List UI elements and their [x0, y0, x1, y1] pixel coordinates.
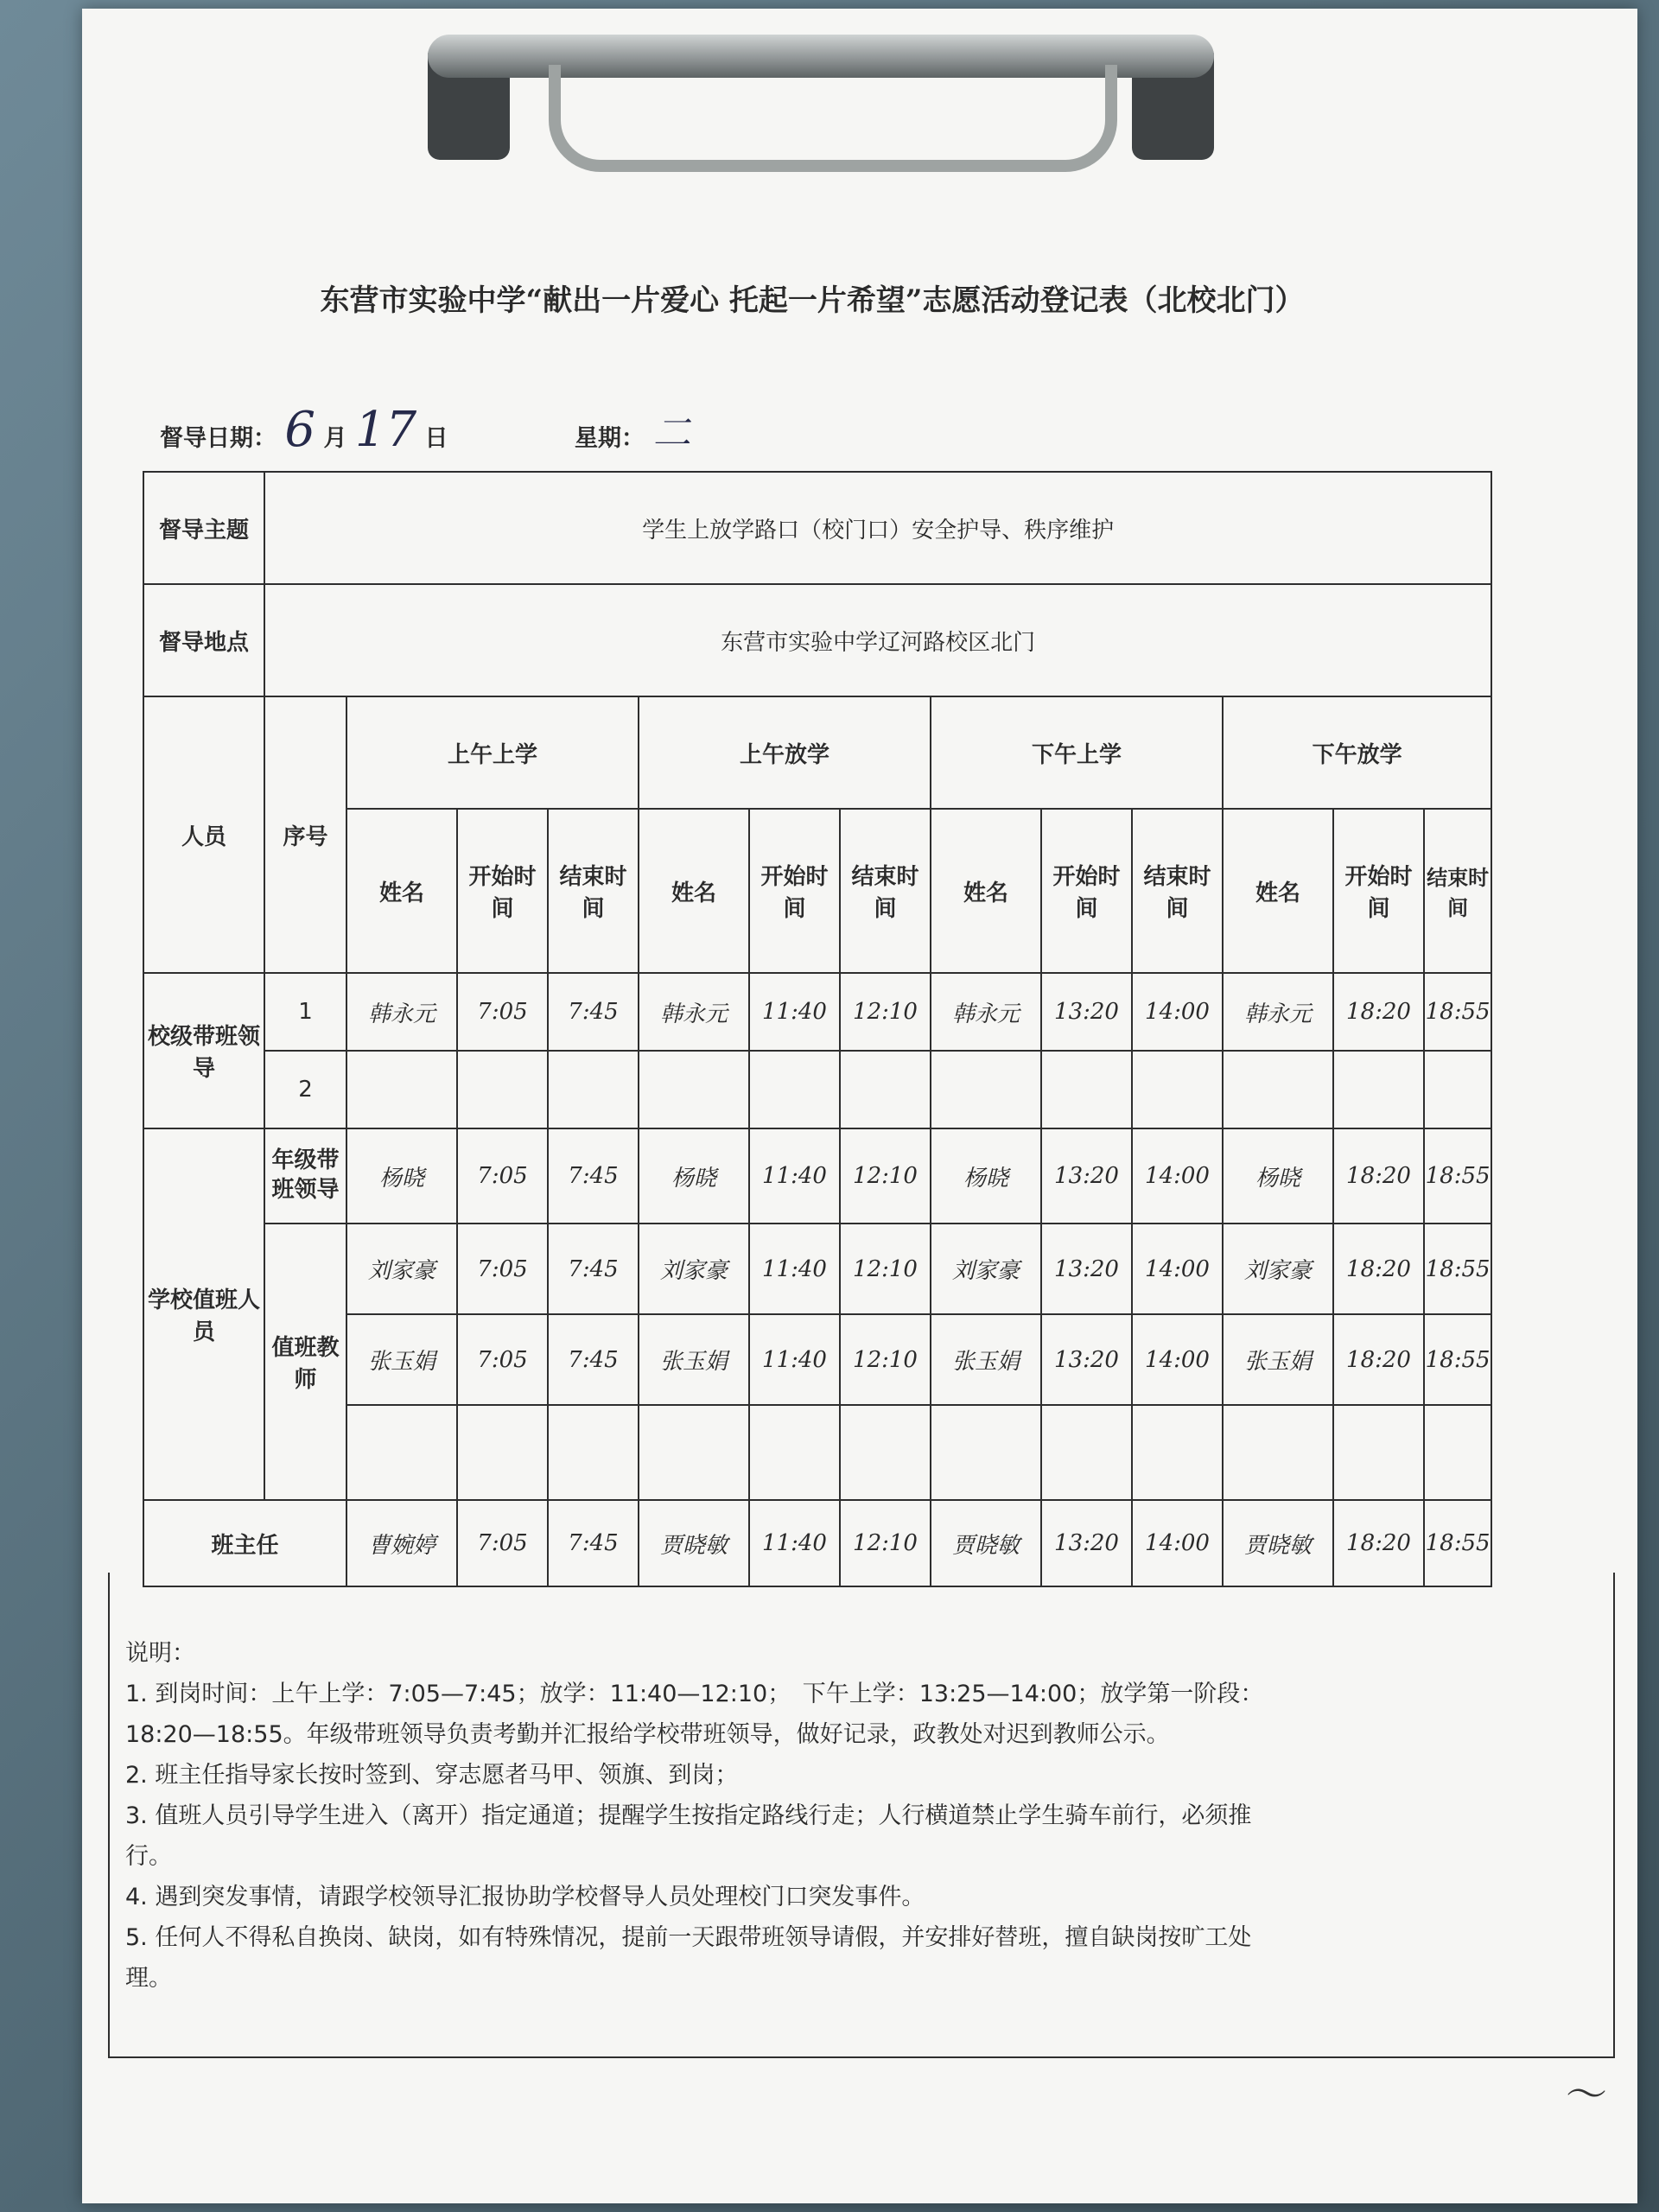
- clipboard-clip: [428, 17, 1214, 160]
- leader-row-2: [143, 1051, 1491, 1128]
- cell: 7:05: [457, 1500, 548, 1586]
- seq-2: 2: [264, 1051, 346, 1128]
- cell: 杨晓: [1223, 1128, 1333, 1224]
- duty-teacher-row-3: [143, 1405, 1491, 1500]
- cell: 刘家豪: [639, 1224, 749, 1314]
- cell: 韩永元: [1223, 973, 1333, 1051]
- cell: [639, 1405, 749, 1500]
- date-day: 17: [354, 402, 417, 458]
- note-line: 3. 值班人员引导学生进入（离开）指定通道；提醒学生按指定路线行走；人行横道禁止学生骑车前行，必须推: [125, 1802, 1252, 1829]
- school-duty-label: 学校值班人员: [143, 1128, 264, 1500]
- cell: 韩永元: [931, 973, 1041, 1051]
- weekday-value: 二: [652, 411, 691, 455]
- cell: 贾晓敏: [1223, 1500, 1333, 1586]
- note-line: 2. 班主任指导家长按时签到、穿志愿者马甲、领旗、到岗；: [125, 1762, 739, 1789]
- note-line: 行。: [125, 1843, 172, 1870]
- cell: 7:45: [548, 973, 639, 1051]
- cell: [931, 1405, 1041, 1500]
- header-name: 姓名: [639, 809, 749, 973]
- duty-teacher-label: 值班教师: [264, 1224, 346, 1500]
- cell: [1132, 1051, 1223, 1128]
- cell: 贾晓敏: [931, 1500, 1041, 1586]
- period-afternoon-dismissal: 下午放学: [1223, 696, 1491, 809]
- school-leader-label: 校级带班领导: [143, 973, 264, 1128]
- cell: [457, 1051, 548, 1128]
- cell: 刘家豪: [346, 1224, 457, 1314]
- cell: [346, 1405, 457, 1500]
- cell: 7:05: [457, 1128, 548, 1224]
- header-name: 姓名: [1223, 809, 1333, 973]
- cell: 13:20: [1041, 1128, 1132, 1224]
- registration-table: [143, 471, 1492, 1587]
- cell: 13:20: [1041, 1314, 1132, 1405]
- cell: [1223, 1051, 1333, 1128]
- cell: 张玉娟: [1223, 1314, 1333, 1405]
- cell: [639, 1051, 749, 1128]
- cell: [548, 1405, 639, 1500]
- cell: [1333, 1051, 1424, 1128]
- date-month-unit: 月: [323, 425, 347, 452]
- header-end-time: 结束时间: [1424, 809, 1491, 973]
- cell: 杨晓: [346, 1128, 457, 1224]
- cell: 7:45: [548, 1224, 639, 1314]
- cell: [840, 1405, 931, 1500]
- theme-label: 督导主题: [143, 472, 264, 584]
- date-day-unit: 日: [424, 425, 448, 452]
- clip-wire: [549, 65, 1117, 172]
- cell: 张玉娟: [639, 1314, 749, 1405]
- cell: 11:40: [749, 1314, 840, 1405]
- header-start-time: 开始时间: [1333, 809, 1424, 973]
- cell: 11:40: [749, 1500, 840, 1586]
- notes: [125, 1633, 1603, 1999]
- grade-leader-label: 年级带班领导: [264, 1128, 346, 1224]
- seq-1: 1: [264, 973, 346, 1051]
- cell: 12:10: [840, 1128, 931, 1224]
- cell: 韩永元: [346, 973, 457, 1051]
- cell: 曹婉婷: [346, 1500, 457, 1586]
- period-morning-dismissal: 上午放学: [639, 696, 931, 809]
- cell: [749, 1051, 840, 1128]
- cell: [1333, 1405, 1424, 1500]
- date-label: 督导日期：: [160, 425, 276, 452]
- cell: 杨晓: [639, 1128, 749, 1224]
- header-name: 姓名: [931, 809, 1041, 973]
- cell: 14:00: [1132, 973, 1223, 1051]
- header-end-time: 结束时间: [1132, 809, 1223, 973]
- cell: 13:20: [1041, 1224, 1132, 1314]
- cell: 贾晓敏: [639, 1500, 749, 1586]
- cell: 14:00: [1132, 1500, 1223, 1586]
- cell: 18:20: [1333, 1224, 1424, 1314]
- cell: 张玉娟: [346, 1314, 457, 1405]
- note-line: 1. 到岗时间：上午上学：7:05—7:45；放学：11:40—12:10； 下午上学：13:25—14:00；放学第一阶段：: [125, 1681, 1264, 1707]
- cell: 12:10: [840, 1224, 931, 1314]
- cell: [1041, 1405, 1132, 1500]
- cell: [1132, 1405, 1223, 1500]
- cell: 7:05: [457, 973, 548, 1051]
- header-name: 姓名: [346, 809, 457, 973]
- cell: 韩永元: [639, 973, 749, 1051]
- header-start-time: 开始时间: [457, 809, 548, 973]
- cell: 张玉娟: [931, 1314, 1041, 1405]
- seq-label: 序号: [264, 696, 346, 973]
- cell: [931, 1051, 1041, 1128]
- cell: [749, 1405, 840, 1500]
- cell: 11:40: [749, 1224, 840, 1314]
- cell: 杨晓: [931, 1128, 1041, 1224]
- cell: [346, 1051, 457, 1128]
- pen-mark: 〜: [1566, 2070, 1608, 2119]
- personnel-label: 人员: [143, 696, 264, 973]
- cell: 7:05: [457, 1314, 548, 1405]
- cell: 18:20: [1333, 1128, 1424, 1224]
- cell: 14:00: [1132, 1224, 1223, 1314]
- note-line: 理。: [125, 1965, 172, 1992]
- cell: 13:20: [1041, 973, 1132, 1051]
- cell: 18:55: [1424, 1224, 1491, 1314]
- cell: 18:55: [1424, 1314, 1491, 1405]
- date-month: 6: [284, 402, 316, 458]
- cell: [1424, 1051, 1491, 1128]
- cell: 18:20: [1333, 1314, 1424, 1405]
- cell: [1424, 1405, 1491, 1500]
- location-label: 督导地点: [143, 584, 264, 696]
- cell: 14:00: [1132, 1314, 1223, 1405]
- location-value: 东营市实验中学辽河路校区北门: [264, 584, 1491, 696]
- duty-teacher-row-2: [143, 1314, 1491, 1405]
- cell: 14:00: [1132, 1128, 1223, 1224]
- notes-heading: 说明：: [125, 1640, 195, 1667]
- cell: 11:40: [749, 973, 840, 1051]
- duty-teacher-row-1: [143, 1224, 1491, 1314]
- cell: 7:45: [548, 1500, 639, 1586]
- weekday: [575, 402, 690, 457]
- period-morning-arrival: 上午上学: [346, 696, 639, 809]
- supervision-date: [160, 402, 448, 458]
- cell: [1041, 1051, 1132, 1128]
- cell: 18:20: [1333, 1500, 1424, 1586]
- cell: 7:45: [548, 1128, 639, 1224]
- cell: 18:55: [1424, 1500, 1491, 1586]
- cell: 18:55: [1424, 1128, 1491, 1224]
- cell: 12:10: [840, 1500, 931, 1586]
- cell: 18:55: [1424, 973, 1491, 1051]
- header-end-time: 结束时间: [548, 809, 639, 973]
- form-title: 东营市实验中学“献出一片爱心 托起一片希望”志愿活动登记表（北校北门）: [320, 283, 1305, 318]
- cell: [548, 1051, 639, 1128]
- cell: [840, 1051, 931, 1128]
- header-start-time: 开始时间: [749, 809, 840, 973]
- cell: 11:40: [749, 1128, 840, 1224]
- cell: 7:45: [548, 1314, 639, 1405]
- note-line: 4. 遇到突发事情，请跟学校领导汇报协助学校督导人员处理校门口突发事件。: [125, 1884, 925, 1910]
- note-line: 18:20—18:55。年级带班领导负责考勤并汇报给学校带班领导，做好记录，政教处对迟到教师公示。: [125, 1721, 1170, 1748]
- header-start-time: 开始时间: [1041, 809, 1132, 973]
- cell: 18:20: [1333, 973, 1424, 1051]
- leader-row-1: [143, 973, 1491, 1051]
- theme-value: 学生上放学路口（校门口）安全护导、秩序维护: [264, 472, 1491, 584]
- weekday-label: 星期：: [575, 425, 645, 452]
- cell: [1223, 1405, 1333, 1500]
- cell: 刘家豪: [1223, 1224, 1333, 1314]
- cell: 12:10: [840, 1314, 931, 1405]
- head-teacher-label: 班主任: [143, 1500, 346, 1586]
- cell: 7:05: [457, 1224, 548, 1314]
- header-end-time: 结束时间: [840, 809, 931, 973]
- cell: 12:10: [840, 973, 931, 1051]
- period-afternoon-arrival: 下午上学: [931, 696, 1223, 809]
- cell: [457, 1405, 548, 1500]
- note-line: 5. 任何人不得私自换岗、缺岗，如有特殊情况，提前一天跟带班领导请假，并安排好替班，擅自缺岗按旷工处: [125, 1924, 1252, 1951]
- cell: 刘家豪: [931, 1224, 1041, 1314]
- cell: 13:20: [1041, 1500, 1132, 1586]
- grade-leader-row: [143, 1128, 1491, 1224]
